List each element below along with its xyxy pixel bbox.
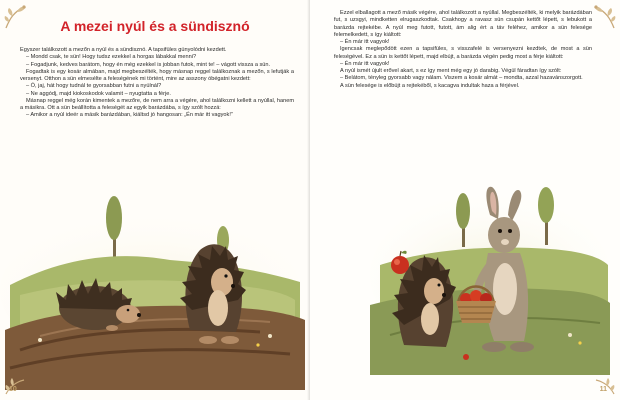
left-story-text: [20, 47, 294, 120]
floral-ornament-icon: [588, 4, 616, 30]
right-story-text: [334, 10, 592, 90]
hare-and-hedgehog-illustration: [370, 185, 610, 375]
paragraph: – Ne aggódj, majd kiokoskodok valamit – nyugtatta a férje.: [26, 90, 171, 97]
paragraph: – Ó, jaj, hát hogy tudnál te gyorsabban futni a nyúlnál?: [26, 83, 162, 90]
paragraph: Fogadtak is egy kosár almában, majd megbeszélték, hogy másnap reggel találkoznak a mezőn, s lefutják a versenyt. Otthon a sün elmesélte a feleségének mi történt, mire az asszony óbégatni kezdett:: [20, 68, 294, 82]
page-number: 10: [9, 386, 17, 393]
paragraph: Másnap reggel még korán kimentek a mezőre, de nem arra a végére, ahol találkozni kellett a nyúllal, hanem a másikra. Ott a sün beállította a feleségét az egyik barázdába, s így szólt hozzá:: [20, 97, 294, 111]
paragraph: – Amikor a nyúl ideér a másik barázdában, kiáltsd jó hangosan: „Én már itt vagyok!”: [26, 112, 233, 119]
paragraph: – Én már itt vagyok!: [340, 39, 390, 45]
page-number: 11: [599, 386, 607, 393]
paragraph: – Belátom, tényleg gyorsabb vagy nálam. Viszem a kosár almát – mondta, azzal hazavánszorgott.: [340, 75, 583, 82]
paragraph: A nyúl ismét újult erővel akart, s ez így ment még egy jó darabig. Végül fáradtan így szólt:: [340, 68, 562, 74]
story-title: A mezei nyúl és a sündisznó: [60, 18, 250, 34]
paragraph: A sün felesége is előbújt a rejtekéből, s kacagva indultak haza a férjével.: [340, 82, 520, 89]
paragraph: – Én már itt vagyok!: [340, 60, 390, 67]
apple-basket-icon: [456, 287, 496, 324]
paragraph: – Fogadjunk, kedves barátom, hogy én még ezekkel is jobban futok, mint te! – vágott vissza a sün.: [26, 61, 271, 68]
hedgehogs-illustration: [0, 190, 310, 400]
paragraph: Egyszer találkozott a mezőn a nyúl és a sündisznó. A tapsifüles gúnyolódni kezdett.: [20, 47, 227, 53]
paragraph: Igencsak meglepődött ezen a tapsifüles, s visszafelé is versenyezni kezdtek, de most a sün feleségével. Ez a sün is kettőt lépett, majd elbújt, a barázda végén pedig most a férje kiáltott:: [334, 46, 592, 60]
paragraph: – Mondd csak, te sün! Hogy tudsz ezekkel a horgas lábakkal menni?: [26, 54, 197, 61]
paragraph: Ezzel elballagott a mező másik végére, ahol találkozott a nyúllal. Megbeszélték, ki melyik barázdában fut, s uzsgyi, mindketten elrugaszkodtak. Csakhogy a ravasz sün csupán kettőt lépett, s lebukott a barázda rejtekébe. A nyúl meg futott, futott, ám alig ért a táv feléhez, amikor a sün felesége felemelkedett, s így kiáltott:: [334, 10, 592, 38]
